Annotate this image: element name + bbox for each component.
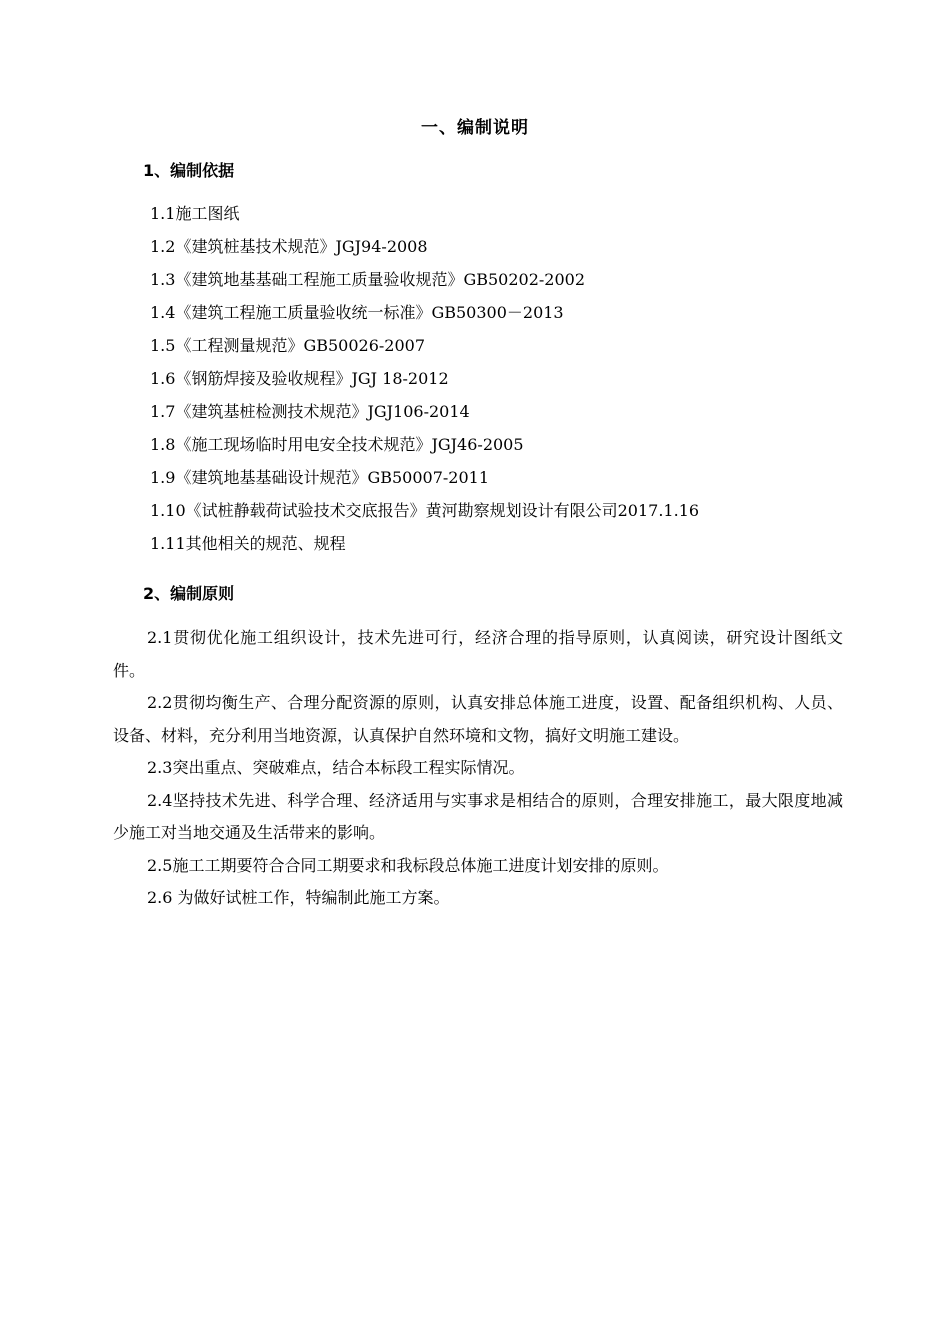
principle-paragraph: 2.1贯彻优化施工组织设计，技术先进可行，经济合理的指导原则，认真阅读，研究设计图纸文件。 bbox=[113, 628, 843, 680]
reference-item: 1.3《建筑地基基础工程施工质量验收规范》GB50202-2002 bbox=[150, 270, 586, 289]
principle-paragraph: 2.4坚持技术先进、科学合理、经济适用与实事求是相结合的原则，合理安排施工，最大限度地减少施工对当地交通及生活带来的影响。 bbox=[113, 790, 843, 842]
reference-item: 1.5《工程测量规范》GB50026-2007 bbox=[150, 336, 426, 355]
reference-item: 1.1施工图纸 bbox=[150, 204, 240, 223]
reference-item: 1.2《建筑桩基技术规范》JGJ94-2008 bbox=[150, 237, 428, 256]
reference-item: 1.8《施工现场临时用电安全技术规范》JGJ46-2005 bbox=[150, 435, 524, 454]
reference-list bbox=[150, 200, 699, 563]
principle-paragraph: 2.5施工工期要符合合同工期要求和我标段总体施工进度计划安排的原则。 bbox=[147, 855, 669, 875]
section-heading-basis: 1、编制依据 bbox=[143, 161, 235, 180]
reference-item: 1.11其他相关的规范、规程 bbox=[150, 534, 346, 553]
reference-item: 1.6《钢筋焊接及验收规程》JGJ 18-2012 bbox=[150, 369, 449, 388]
principle-paragraph: 2.3突出重点、突破难点，结合本标段工程实际情况。 bbox=[147, 758, 525, 777]
reference-item: 1.9《建筑地基基础设计规范》GB50007-2011 bbox=[150, 468, 490, 487]
reference-item: 1.4《建筑工程施工质量验收统一标准》GB50300－2013 bbox=[150, 303, 564, 322]
reference-item: 1.10《试桩静载荷试验技术交底报告》黄河勘察规划设计有限公司2017.1.16 bbox=[150, 501, 700, 520]
principle-paragraph: 2.6 为做好试桩工作，特编制此施工方案。 bbox=[147, 888, 450, 907]
document-title: 一、编制说明 bbox=[421, 118, 529, 138]
section-heading-principles: 2、编制原则 bbox=[143, 584, 235, 603]
principles-body bbox=[113, 622, 843, 915]
reference-item: 1.7《建筑基桩检测技术规范》JGJ106-2014 bbox=[150, 402, 470, 421]
principle-paragraph: 2.2贯彻均衡生产、合理分配资源的原则，认真安排总体施工进度，设置、配备组织机构、人员、设备、材料，充分利用当地资源，认真保护自然环境和文物，搞好文明施工建设。 bbox=[113, 693, 843, 745]
